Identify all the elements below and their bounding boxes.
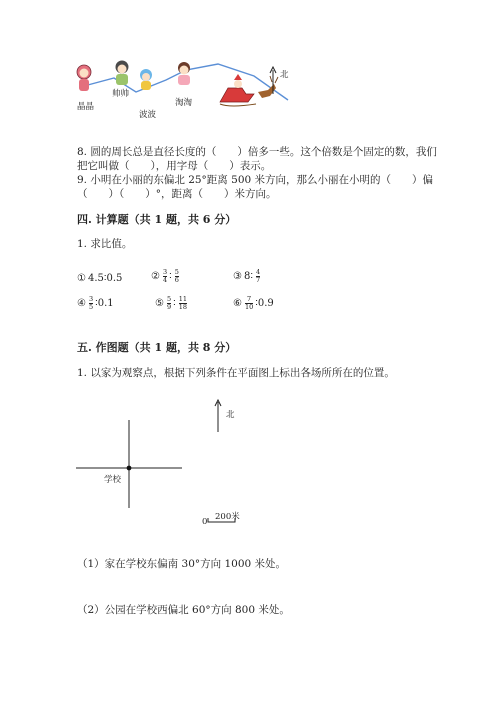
q8-line2: 把它叫做（ ），用字母（ ）表示。 <box>77 160 272 172</box>
school-point <box>127 466 132 471</box>
label-bobo: 波波 <box>139 110 157 120</box>
bobo-figure <box>140 69 152 90</box>
calc-item-5: ⑤ $\frac{5}{9}$ ∶ $\frac{11}{18}$ <box>155 295 187 311</box>
section5-q1: 1. 以家为观察点，根据下列条件在平面图上标出各场所所在的位置。 <box>77 367 395 379</box>
label-shuaishuai: 帅帅 <box>112 89 130 99</box>
sub-question-2: （2）公园在学校西偏北 60°方向 800 米处。 <box>77 604 290 616</box>
calc-item-4: ④ $\frac{3}{5}$ ∶0.1 <box>77 295 114 311</box>
scale-zero-label: 0 <box>202 517 208 527</box>
section5-title: 五. 作图题（共 1 题，共 8 分） <box>77 341 237 354</box>
q9-line1: 9. 小明在小丽的东偏北 25°距离 500 米方向，那么小丽在小明的（ ）偏 <box>77 174 434 186</box>
label-taotao: 淘淘 <box>175 98 193 108</box>
shuaishuai-figure <box>116 61 129 86</box>
north-arrow-top <box>267 66 279 96</box>
map-school-label: 学校 <box>104 475 122 485</box>
calc-item-2: ② $\frac{3}{4}$ ∶ $\frac{5}{6}$ <box>151 268 179 284</box>
q9-line2: （ ）（ ）°，距离（ ）米方向。 <box>77 188 277 200</box>
calc-item-1: ① 4.5∶0.5 <box>77 273 123 284</box>
q8-line1: 8. 圆的周长总是直径长度的（ ）倍多一些。这个倍数是个固定的数，我们 <box>77 146 437 158</box>
calc-item-6: ⑥ $\frac{7}{10}$ ∶0.9 <box>233 295 274 311</box>
section4-q1: 1. 求比值。 <box>77 238 133 250</box>
section4-title: 四. 计算题（共 1 题，共 6 分） <box>77 213 237 226</box>
north-label-top: 北 <box>280 70 289 80</box>
sub-question-1: （1）家在学校东偏南 30°方向 1000 米处。 <box>77 558 287 570</box>
route-illustration <box>70 58 290 124</box>
calc-item-3: ③ 8∶ $\frac{4}{7}$ <box>233 268 261 284</box>
scale-distance-label: 200米 <box>215 512 240 522</box>
jingjing-figure <box>77 65 91 91</box>
label-jingjing: 晶晶 <box>77 102 95 112</box>
map-north-label: 北 <box>226 410 235 420</box>
